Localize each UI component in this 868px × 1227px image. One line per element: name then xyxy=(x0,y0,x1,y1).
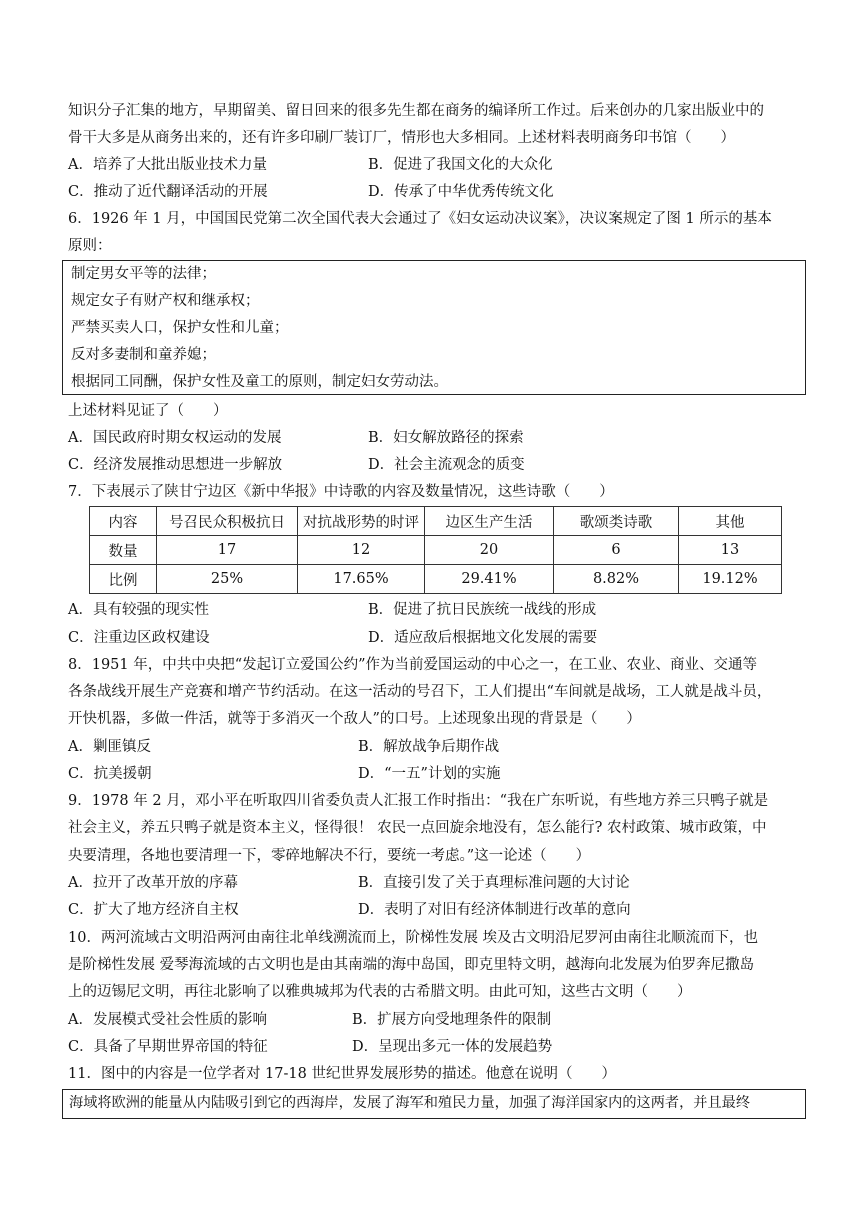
q8-option-b: B．解放战争后期作战 xyxy=(358,739,500,755)
q8-line-1: 8．1951 年，中共中央把“发起订立爱国公约”作为当前爱国运动的中心之一，在工业、农业、商业、交通等 xyxy=(68,657,758,673)
table-cell: 比例 xyxy=(90,565,157,594)
q6-option-a: A．国民政府时期女权运动的发展 xyxy=(68,430,282,446)
q7-option-b: B．促进了抗日民族统一战线的形成 xyxy=(368,602,597,618)
table-cell: 25% xyxy=(157,565,298,594)
q7-option-d: D．适应敌后根据地文化发展的需要 xyxy=(368,630,598,646)
q11-stem: 11．图中的内容是一位学者对 17-18 世纪世界发展形势的描述。他意在说明（ ） xyxy=(68,1066,616,1082)
table-cell: 17 xyxy=(157,536,298,565)
q5-line-2: 骨干大多是从商务出来的，还有许多印刷厂装订厂，情形也大多相同。上述材料表明商务印书馆（ ） xyxy=(68,130,735,146)
q6-option-c: C．经济发展推动思想进一步解放 xyxy=(68,457,283,473)
table-cell: 19.12% xyxy=(679,565,782,594)
table-cell: 8.82% xyxy=(554,565,679,594)
q6-principles-box xyxy=(62,260,806,395)
table-cell: 13 xyxy=(679,536,782,565)
q10-option-a: A．发展模式受社会性质的影响 xyxy=(68,1012,267,1028)
table-cell: 歌颂类诗歌 xyxy=(554,507,679,536)
q9-line-3: 央要清理，各地也要清理一下，零碎地解决不行，要统一考虑。”这一论述（ ） xyxy=(68,848,591,864)
q10-option-d: D．呈现出多元一体的发展趋势 xyxy=(352,1039,553,1055)
q6-option-d: D．社会主流观念的质变 xyxy=(368,457,525,473)
q7-option-c: C．注重边区政权建设 xyxy=(68,630,210,646)
q6-principle-2: 规定女子有财产权和继承权； xyxy=(71,293,260,309)
table-row xyxy=(90,565,782,594)
q9-line-1: 9．1978 年 2 月，邓小平在听取四川省委负责人汇报工作时指出：“我在广东听说，有些地方养三只鸭子就是 xyxy=(68,793,769,809)
table-cell: 内容 xyxy=(90,507,157,536)
q11-quote-text: 海域将欧洲的能量从内陆吸引到它的西海岸，发展了海军和殖民力量，加强了海洋国家内的这两者，并且最终 xyxy=(69,1095,751,1111)
table-cell: 号召民众积极抗日 xyxy=(157,507,298,536)
q5-line-1: 知识分子汇集的地方，早期留美、留日回来的很多先生都在商务的编译所工作过。后来创办的几家出版业中的 xyxy=(68,103,764,119)
table-cell: 17.65% xyxy=(298,565,425,594)
table-cell: 边区生产生活 xyxy=(425,507,554,536)
q10-line-1: 10．两河流域古文明沿两河由南往北单线溯流而上，阶梯性发展 埃及古文明沿尼罗河由南往北顺流而下，也 xyxy=(68,930,759,946)
q10-option-c: C．具备了早期世界帝国的特征 xyxy=(68,1039,268,1055)
q6-after: 上述材料见证了（ ） xyxy=(68,403,228,419)
q7-option-a: A．具有较强的现实性 xyxy=(68,602,209,618)
q7-table xyxy=(89,506,782,594)
q8-option-c: C．抗美援朝 xyxy=(68,766,152,782)
q9-option-a: A．拉开了改革开放的序幕 xyxy=(68,875,238,891)
q8-line-3: 开快机器，多做一件活，就等于多消灭一个敌人”的口号。上述现象出现的背景是（ ） xyxy=(68,711,641,727)
table-cell: 12 xyxy=(298,536,425,565)
q9-line-2: 社会主义，养五只鸭子就是资本主义，怪得很！ 农民一点回旋余地没有，怎么能行? 农村政策、城市政策，中 xyxy=(68,820,767,836)
q7-stem: 7．下表展示了陕甘宁边区《新中华报》中诗歌的内容及数量情况，这些诗歌（ ） xyxy=(68,484,614,500)
q6-line-2: 原则： xyxy=(68,238,112,254)
table-header-row xyxy=(90,507,782,536)
table-cell: 20 xyxy=(425,536,554,565)
q6-principle-3: 严禁买卖人口，保护女性和儿童； xyxy=(71,320,289,336)
q9-option-b: B．直接引发了关于真理标准问题的大讨论 xyxy=(358,875,630,891)
q6-line-1: 6．1926 年 1 月，中国国民党第二次全国代表大会通过了《妇女运动决议案》，决议案规定了图 1 所示的基本 xyxy=(68,211,772,227)
q5-option-d: D．传承了中华优秀传统文化 xyxy=(368,184,554,200)
q11-quote-box xyxy=(62,1089,806,1119)
q5-option-a: A．培养了大批出版业技术力量 xyxy=(68,157,267,173)
q9-option-d: D．表明了对旧有经济体制进行改革的意向 xyxy=(358,902,631,918)
table-cell: 6 xyxy=(554,536,679,565)
q6-principle-5: 根据同工同酬，保护女性及童工的原则，制定妇女劳动法。 xyxy=(71,374,448,390)
q6-principle-1: 制定男女平等的法律； xyxy=(71,266,216,282)
q8-option-d: D．“一五”计划的实施 xyxy=(358,766,501,782)
q9-option-c: C．扩大了地方经济自主权 xyxy=(68,902,239,918)
q8-option-a: A．剿匪镇反 xyxy=(68,739,151,755)
q5-option-b: B．促进了我国文化的大众化 xyxy=(368,157,553,173)
q8-line-2: 各条战线开展生产竞赛和增产节约活动。在这一活动的号召下，工人们提出“车间就是战场，工人就是战斗员， xyxy=(68,684,772,700)
q10-line-2: 是阶梯性发展 爱琴海流域的古文明也是由其南端的海中岛国，即克里特文明，越海向北发展为伯罗奔尼撒岛 xyxy=(68,957,755,973)
q6-option-b: B．妇女解放路径的探索 xyxy=(368,430,524,446)
table-row xyxy=(90,536,782,565)
table-cell: 对抗战形势的时评 xyxy=(298,507,425,536)
table-cell: 29.41% xyxy=(425,565,554,594)
table-cell: 其他 xyxy=(679,507,782,536)
table-cell: 数量 xyxy=(90,536,157,565)
q5-option-c: C．推动了近代翻译活动的开展 xyxy=(68,184,268,200)
q10-option-b: B．扩展方向受地理条件的限制 xyxy=(352,1012,552,1028)
q10-line-3: 上的迈锡尼文明，再往北影响了以雅典城邦为代表的古希腊文明。由此可知，这些古文明（ ） xyxy=(68,984,692,1000)
q6-principle-4: 反对多妻制和童养媳； xyxy=(71,347,216,363)
